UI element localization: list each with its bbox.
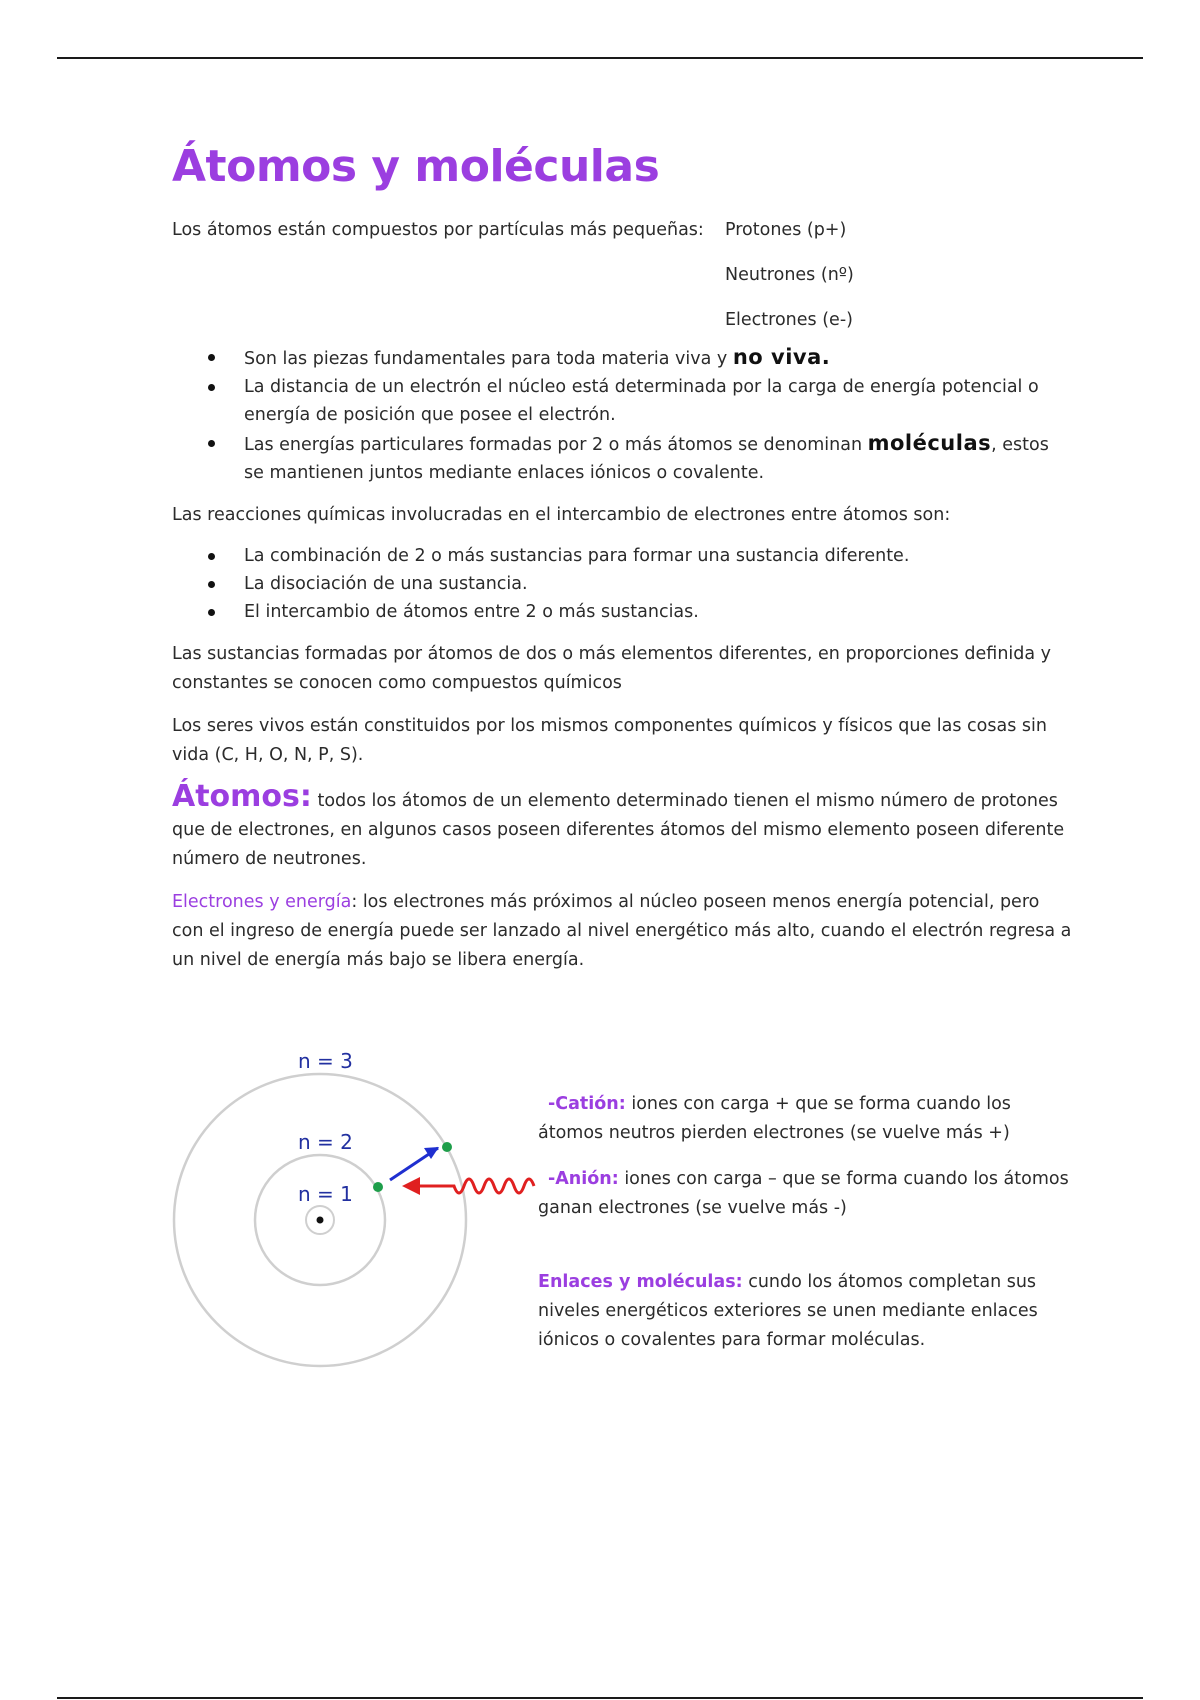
compounds-paragraph: Las sustancias formadas por átomos de dos o más elementos diferentes, en proporciones definida y constantes se conocen como compuestos químicos	[172, 644, 1052, 693]
intro-text: Los átomos están compuestos por partículas más pequeñas:	[172, 220, 704, 240]
list-item: La combinación de 2 o más sustancias para formar una sustancia diferente.	[172, 542, 1072, 570]
particle-electrons: Electrones (e-)	[725, 310, 853, 330]
header-rule	[57, 57, 1143, 59]
electrons-heading: Electrones y energía	[172, 892, 352, 912]
bonds-heading: Enlaces y moléculas:	[538, 1272, 743, 1292]
living-paragraph: Los seres vivos están constituidos por los mismos componentes químicos y físicos que las cosas sin vida (C, H, O, N, P, S).	[172, 716, 1047, 765]
list-item: La disociación de una sustancia.	[172, 570, 1072, 598]
bold-term: moléculas	[867, 431, 992, 455]
label-n2: n = 2	[298, 1130, 353, 1154]
list-item: El intercambio de átomos entre 2 o más sustancias.	[172, 598, 1072, 626]
bullet-icon	[208, 609, 215, 616]
bullet-icon	[208, 440, 215, 447]
photon-wave-icon	[416, 1179, 534, 1193]
bold-term: no viva.	[732, 345, 831, 369]
anion-block: -Anión: iones con carga – que se forma cuando los átomos ganan electrones (se vuelve más -)	[538, 1169, 1069, 1218]
label-n1: n = 1	[298, 1182, 353, 1206]
bullet-icon	[208, 581, 215, 588]
particle-neutrons: Neutrones (nº)	[725, 265, 854, 285]
footer-rule	[57, 1697, 1143, 1699]
atoms-heading: Átomos:	[172, 779, 312, 814]
electron-outer	[442, 1142, 452, 1152]
list-item: Las energías particulares formadas por 2 o más átomos se denominan moléculas, estos se mantienen juntos mediante enlaces iónicos o covalente.	[172, 429, 1072, 487]
bullet-icon	[208, 354, 215, 361]
list-item: Son las piezas fundamentales para toda materia viva y no viva.	[172, 343, 1072, 373]
bullet-icon	[208, 553, 215, 560]
page-title: Átomos y moléculas	[172, 141, 660, 192]
anion-heading: -Anión:	[548, 1169, 619, 1189]
intro-block	[172, 216, 1072, 343]
particle-list	[172, 261, 1072, 343]
bonds-block: Enlaces y moléculas: cundo los átomos completan sus niveles energéticos exteriores se unen mediante enlaces iónicos o covalentes para formar moléculas.	[538, 1272, 1038, 1350]
particle-protons: Protones (p+)	[725, 220, 847, 240]
label-n3: n = 3	[298, 1049, 353, 1073]
cation-heading: -Catión:	[548, 1094, 626, 1114]
cation-block: -Catión: iones con carga + que se forma cuando los átomos neutros pierden electrones (se vuelve más +)	[538, 1094, 1011, 1143]
reactions-intro: Las reacciones químicas involucradas en el intercambio de electrones entre átomos son:	[172, 505, 951, 525]
fundamentals-list	[172, 343, 1072, 487]
electron-inner	[373, 1182, 383, 1192]
bullet-icon	[208, 384, 215, 391]
reactions-list	[172, 542, 1072, 626]
document-body	[172, 140, 1072, 975]
photon-arrowhead-icon	[402, 1177, 420, 1195]
list-item: La distancia de un electrón el núcleo está determinada por la carga de energía potencial o energía de posición que posee el electrón.	[172, 373, 1072, 429]
atom-orbit-diagram	[168, 1045, 548, 1375]
electrons-paragraph: Electrones y energía: los electrones más próximos al núcleo poseen menos energía potencial, pero con el ingreso de energía puede ser lanzado al nivel energético más alto, cuando el electrón regresa a un nivel de energía más bajo se libera energía.	[172, 892, 1072, 970]
atoms-paragraph: Átomos: todos los átomos de un elemento determinado tienen el mismo número de protones que de electrones, en algunos casos poseen diferentes átomos del mismo elemento poseen diferente número de neutrones.	[172, 779, 1065, 869]
nucleus-icon	[317, 1217, 324, 1224]
